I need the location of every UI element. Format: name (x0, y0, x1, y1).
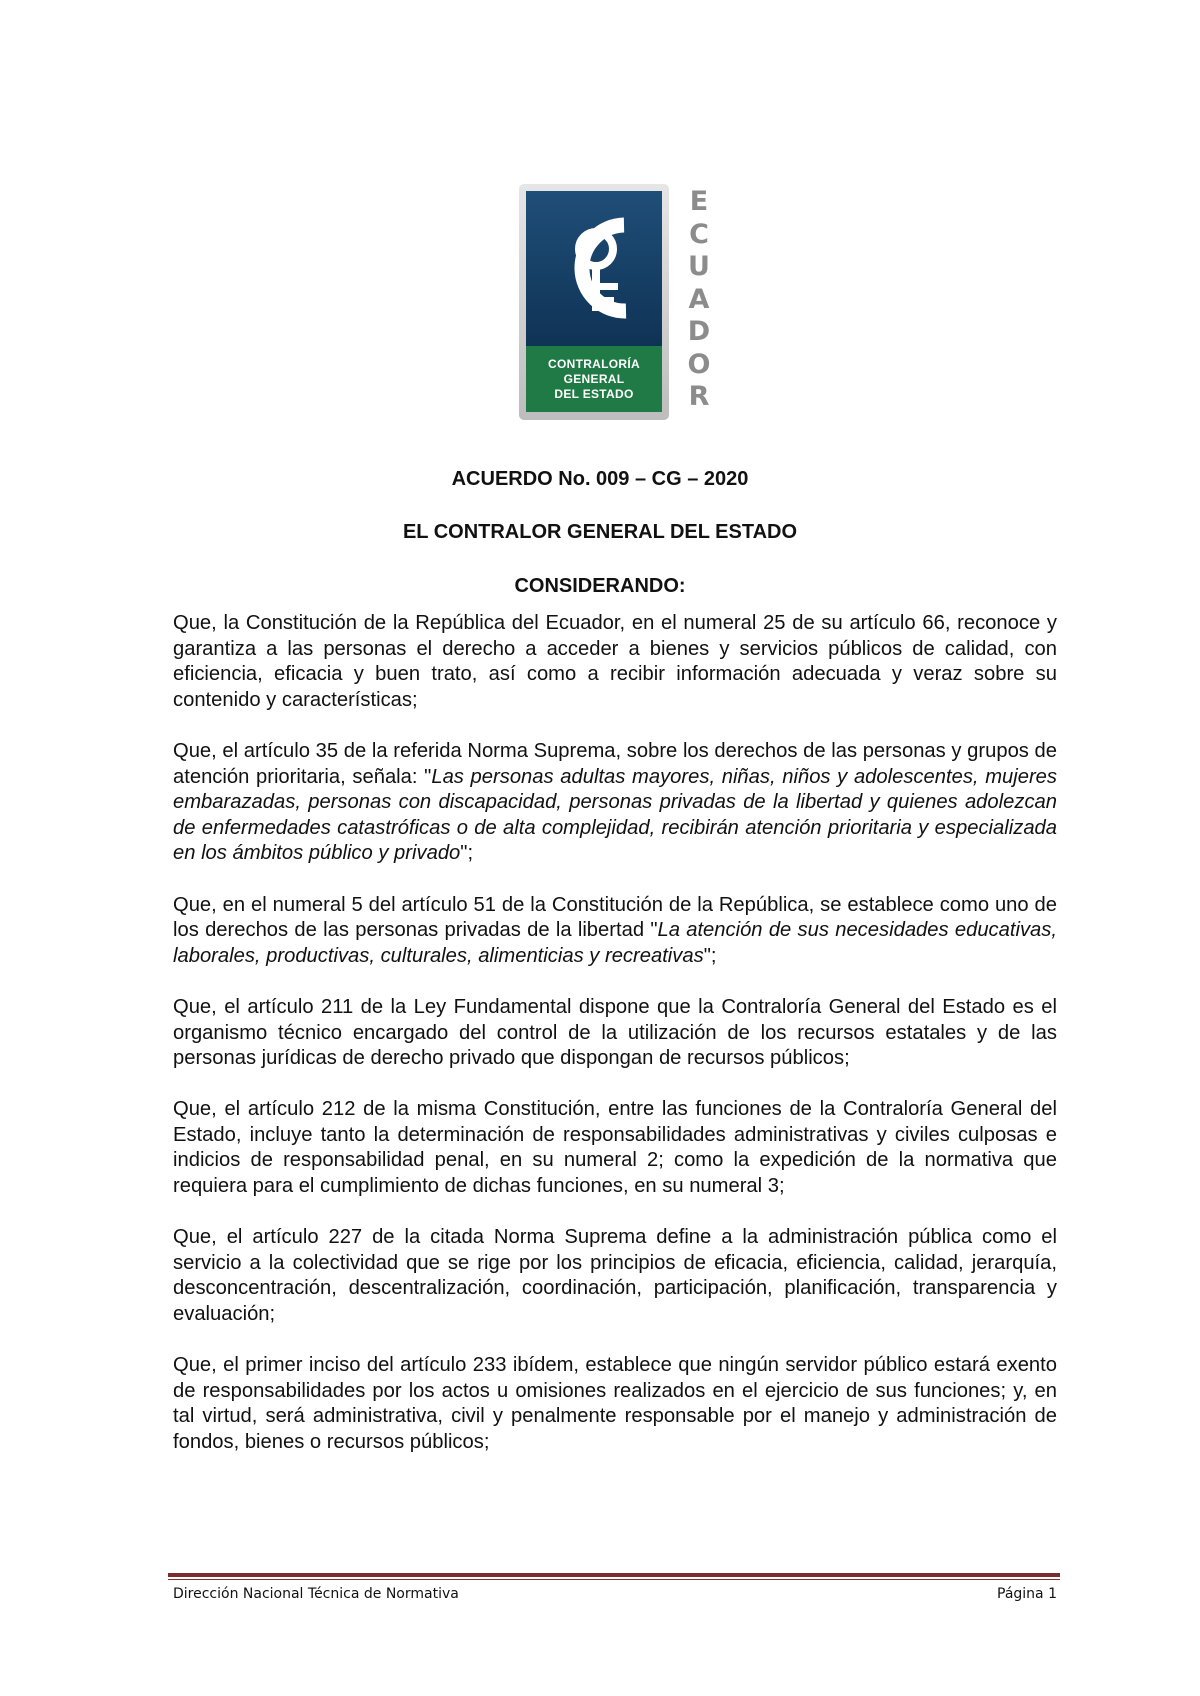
paragraph-text: Que, el artículo 212 de la misma Constitución, entre las funciones de la Contraloría General del Estado, incluye tanto la determinación de responsabilidades administrativas y civiles culposas e indicios de responsabilidad penal, en su numeral 2; como la expedición de la normativa que requiera para el cumplimiento de dichas funciones, en su numeral 3; (173, 1098, 1057, 1198)
paragraph-text: Que, en el numeral 5 del artículo 51 de la Constitución de la República, se establece como uno de los derechos de las personas privadas de la libertad " (173, 893, 1057, 942)
considerando-paragraph (173, 893, 1057, 970)
country-letter: U (688, 251, 710, 282)
footer-rule-thin (168, 1579, 1060, 1580)
country-letter: O (687, 348, 711, 380)
issuing-authority: EL CONTRALOR GENERAL DEL ESTADO (402, 521, 798, 543)
logo-seal-text (526, 346, 662, 412)
quoted-text: La atención de sus necesidades educativas, laborales, productivas, culturales, alimenticias y recreativas (173, 919, 1057, 967)
page-number: Página 1 (997, 1586, 1057, 1602)
institution-logo (519, 184, 725, 420)
country-letter: D (687, 316, 711, 347)
footer-rule (168, 1573, 1060, 1577)
footer-department: Dirección Nacional Técnica de Normativa (173, 1586, 459, 1602)
considerando-paragraph (173, 611, 1057, 713)
document-number: ACUERDO No. 009 – CG – 2020 (451, 468, 749, 490)
considerando-paragraph (173, 1097, 1057, 1199)
paragraph-text: "; (703, 944, 717, 967)
key-c-emblem-icon (526, 191, 662, 346)
paragraph-text: Que, el artículo 35 de la referida Norma Suprema, sobre los derechos de las personas y grupos de atención prioritaria, señala: " (173, 739, 1057, 788)
logo-country-text (684, 186, 714, 414)
paragraph-text: Que, la Constitución de la República del Ecuador, en el numeral 25 de su artículo 66, reconoce y garantiza a las personas el derecho a acceder a bienes y servicios públicos de calidad, con eficiencia, eficacia y buen trato, así como a recibir información adecuada y veraz sobre su contenido y características; (173, 612, 1057, 711)
considerando-paragraph (173, 739, 1057, 867)
document-body (173, 611, 1057, 1481)
considerando-paragraph (173, 1225, 1057, 1327)
considerando-paragraph (173, 1353, 1057, 1455)
country-letter: R (688, 381, 710, 412)
seal-line: GENERAL (563, 371, 625, 386)
country-letter: A (688, 283, 710, 315)
considerando-paragraph (173, 995, 1057, 1072)
logo-emblem-panel (526, 191, 662, 346)
paragraph-text: Que, el artículo 211 de la Ley Fundamental dispone que la Contraloría General del Estado es el organismo técnico encargado del control de la utilización de los recursos estatales y de las personas jurídicas de derecho privado que dispongan de recursos públicos; (173, 995, 1057, 1070)
quoted-text: Las personas adultas mayores, niñas, niños y adolescentes, mujeres embarazadas, personas con discapacidad, personas privadas de la libertad y quienes adolezcan de enfermedades catastróficas o de alta complejidad, recibirán atención prioritaria y especializada en los ámbitos público y privado (173, 765, 1057, 865)
seal-line: DEL ESTADO (554, 386, 634, 401)
paragraph-text: Que, el artículo 227 de la citada Norma Suprema define a la administración pública como el servicio a la colectividad que se rige por los principios de eficacia, eficiencia, calidad, jerarquía, desconcentración, descentralización, coordinación, participación, planificación, transparencia y evaluación; (173, 1226, 1057, 1326)
seal-line: CONTRALORÍA (548, 356, 640, 371)
paragraph-text: Que, el primer inciso del artículo 233 ibídem, establece que ningún servidor público estará exento de responsabilidades por los actos u omisiones realizados en el ejercicio de sus funciones; y, en tal virtud, será administrativa, civil y penalmente responsable por el manejo y administración de fondos, bienes o recursos públicos; (173, 1354, 1057, 1453)
country-letter: E (689, 186, 709, 217)
country-letter: C (689, 218, 709, 250)
section-heading: CONSIDERANDO: (514, 575, 686, 597)
paragraph-text: "; (460, 842, 474, 865)
